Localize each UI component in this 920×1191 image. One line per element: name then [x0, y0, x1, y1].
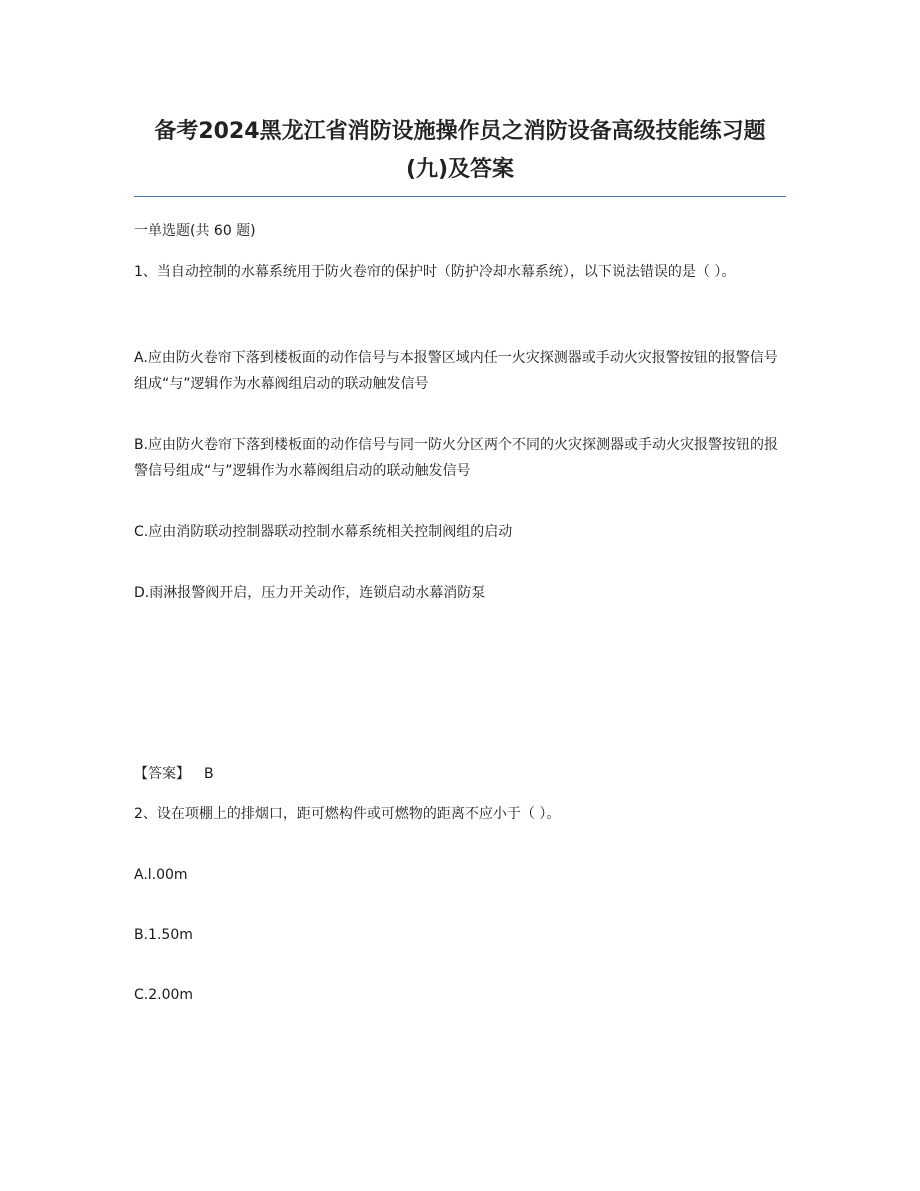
question-1-option-d: D.雨淋报警阀开启，压力开关动作，连锁启动水幕消防泵	[134, 585, 486, 601]
question-1-option-a: A.应由防火卷帘下落到楼板面的动作信号与本报警区域内任一火灾探测器或手动火灾报警按钮的报警信号组成“与”逻辑作为水幕阀组启动的联动触发信号	[134, 350, 778, 392]
question-2-option-b: B.1.50m	[134, 927, 193, 943]
question-1-option-c: C.应由消防联动控制器联动控制水幕系统相关控制阀组的启动	[134, 524, 513, 540]
question-2-option-a: A.l.00m	[134, 867, 188, 883]
answer-value: B	[204, 766, 214, 782]
page-title: 备考2024黑龙江省消防设施操作员之消防设备高级技能练习题(九)及答案	[154, 119, 766, 182]
question-2-stem: 2、设在项棚上的排烟口，距可燃构件或可燃物的距离不应小于（ ）。	[134, 806, 561, 822]
question-2-option-c: C.2.00m	[134, 987, 194, 1003]
answer-label: 【答案】	[134, 766, 190, 782]
question-1-answer	[134, 761, 786, 787]
question-1-stem: 1、当自动控制的水幕系统用于防火卷帘的保护时（防护冷却水幕系统），以下说法错误的是（ ）。	[134, 264, 736, 280]
section-header: 一单选题(共 60 题)	[134, 223, 256, 239]
question-1-option-b: B.应由防火卷帘下落到楼板面的动作信号与同一防火分区两个不同的火灾探测器或手动火灾报警按钮的报警信号组成“与”逻辑作为水幕阀组启动的联动触发信号	[134, 437, 779, 479]
title-divider	[134, 196, 786, 197]
